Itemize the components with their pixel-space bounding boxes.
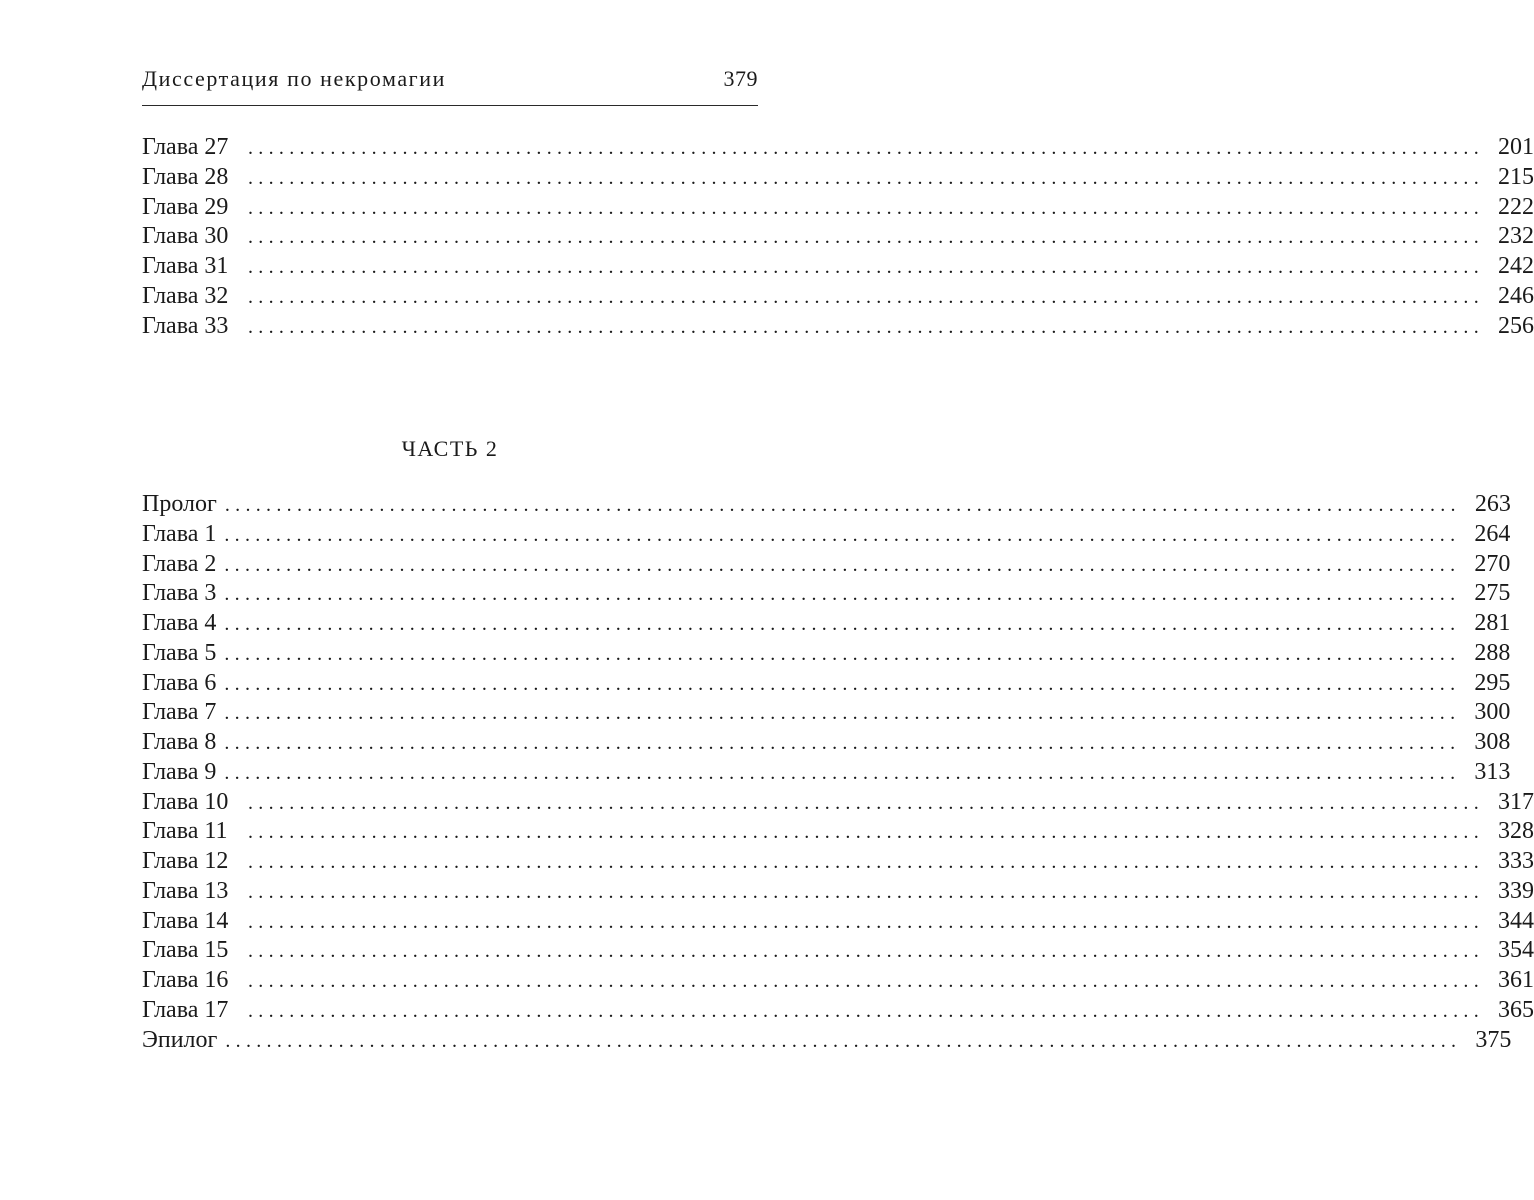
entry-title: Глава 8 — [142, 729, 217, 755]
toc-part-1 — [142, 133, 1534, 341]
dot-leader: ........................................................................................................................ — [224, 761, 1461, 784]
entry-page: 295 — [1474, 669, 1511, 696]
entry-title: Глава 28 — [142, 163, 229, 190]
entry-title: Глава 27 — [142, 134, 229, 160]
toc-entry — [142, 847, 1534, 877]
book-page — [142, 0, 1534, 1200]
toc-entry — [142, 907, 1534, 937]
entry-title: Пролог — [142, 491, 217, 517]
entry-title: Глава 2 — [142, 550, 217, 577]
entry-page: 246 — [1498, 282, 1534, 309]
header-rule — [142, 105, 758, 106]
dot-leader: ........................................................................................................................ — [248, 791, 1484, 814]
dot-leader: ........................................................................................................................ — [224, 553, 1461, 576]
dot-leader: ........................................................................................................................ — [224, 732, 1461, 754]
entry-page: 270 — [1474, 550, 1511, 577]
part-heading: ЧАСТЬ 2 — [401, 436, 499, 461]
toc-entry — [142, 193, 1534, 223]
dot-leader: ........................................................................................................................ — [248, 196, 1484, 219]
entry-page: 375 — [1475, 1026, 1512, 1053]
dot-leader: ........................................................................................................................ — [224, 642, 1461, 665]
dot-leader: ........................................................................................................................ — [248, 940, 1484, 963]
entry-title: Глава 31 — [142, 253, 229, 279]
entry-page: 242 — [1498, 253, 1534, 279]
toc-entry — [142, 996, 1534, 1026]
entry-page: 339 — [1498, 877, 1534, 904]
entry-page: 222 — [1498, 193, 1534, 220]
entry-title: Глава 14 — [142, 907, 229, 934]
toc-entry — [142, 282, 1534, 312]
entry-title: Глава 29 — [142, 193, 229, 220]
entry-title: Глава 11 — [142, 818, 228, 845]
book-title: Диссертация по некромагии — [142, 66, 447, 91]
dot-leader: ........................................................................................................................ — [248, 851, 1484, 873]
entry-page: 365 — [1498, 996, 1534, 1023]
dot-leader: ........................................................................................................................ — [248, 256, 1484, 278]
toc-entry — [142, 312, 1534, 342]
entry-page: 256 — [1498, 312, 1534, 339]
dot-leader: ........................................................................................................................ — [224, 613, 1461, 635]
entry-page: 333 — [1498, 848, 1534, 874]
entry-title: Глава 10 — [142, 788, 229, 815]
entry-title: Глава 5 — [142, 639, 217, 666]
dot-leader: ........................................................................................................................ — [248, 880, 1484, 903]
toc-entry — [142, 520, 1511, 550]
dot-leader: ........................................................................................................................ — [224, 672, 1461, 695]
dot-leader: ........................................................................................................................ — [248, 137, 1484, 159]
dot-leader: ........................................................................................................................ — [248, 999, 1484, 1022]
entry-title: Глава 16 — [142, 967, 229, 993]
entry-page: 344 — [1498, 907, 1534, 934]
entry-title: Глава 3 — [142, 580, 217, 607]
entry-page: 264 — [1474, 520, 1511, 547]
entry-title: Глава 13 — [142, 877, 229, 904]
entry-page: 317 — [1498, 788, 1534, 815]
toc-part-2 — [142, 490, 1534, 1055]
entry-title: Эпилог — [142, 1026, 218, 1053]
dot-leader: ........................................................................................................................ — [248, 285, 1484, 308]
toc-entry — [142, 728, 1511, 758]
dot-leader: ........................................................................................................................ — [224, 583, 1461, 606]
entry-title: Глава 30 — [142, 223, 229, 250]
entry-title: Глава 15 — [142, 937, 229, 964]
entry-page: 361 — [1498, 967, 1534, 993]
entry-title: Глава 12 — [142, 848, 229, 874]
toc-entry — [142, 550, 1511, 580]
entry-title: Глава 6 — [142, 669, 217, 696]
entry-page: 288 — [1474, 639, 1511, 666]
entry-title: Глава 4 — [142, 610, 217, 636]
entry-page: 232 — [1498, 223, 1534, 250]
toc-entry — [142, 936, 1534, 966]
toc-entry — [142, 817, 1534, 847]
toc-entry — [142, 639, 1511, 669]
entry-title: Глава 33 — [142, 312, 229, 339]
toc-entry — [142, 788, 1534, 818]
entry-title: Глава 1 — [142, 520, 217, 547]
entry-page: 308 — [1474, 729, 1511, 755]
entry-title: Глава 17 — [142, 996, 229, 1023]
toc-entry — [142, 222, 1534, 252]
entry-title: Глава 32 — [142, 282, 229, 309]
toc-entry — [142, 669, 1511, 699]
dot-leader: ........................................................................................................................ — [224, 702, 1461, 725]
entry-page: 313 — [1474, 758, 1511, 785]
toc-entry — [142, 1026, 1512, 1056]
entry-title: Глава 7 — [142, 699, 217, 726]
entry-page: 354 — [1498, 937, 1534, 964]
toc-entry — [142, 579, 1511, 609]
dot-leader: ........................................................................................................................ — [248, 910, 1484, 933]
toc-entry — [142, 163, 1534, 193]
toc-entry — [142, 877, 1534, 907]
dot-leader: ........................................................................................................................ — [248, 226, 1484, 249]
toc-entry — [142, 698, 1511, 728]
toc-entry — [142, 252, 1534, 282]
dot-leader: ........................................................................................................................ — [224, 494, 1461, 516]
dot-leader: ........................................................................................................................ — [248, 821, 1484, 844]
dot-leader: ........................................................................................................................ — [224, 523, 1461, 546]
toc-entry — [142, 490, 1511, 520]
entry-page: 201 — [1498, 134, 1534, 160]
entry-page: 328 — [1498, 818, 1534, 845]
entry-page: 300 — [1474, 699, 1511, 726]
dot-leader: ........................................................................................................................ — [248, 970, 1484, 992]
entry-page: 281 — [1474, 610, 1511, 636]
toc-entry — [142, 133, 1534, 163]
running-header — [142, 66, 758, 100]
entry-title: Глава 9 — [142, 758, 217, 785]
dot-leader: ........................................................................................................................ — [225, 1029, 1462, 1052]
dot-leader: ........................................................................................................................ — [248, 166, 1484, 189]
toc-entry — [142, 609, 1511, 639]
entry-page: 275 — [1474, 580, 1511, 607]
dot-leader: ........................................................................................................................ — [248, 315, 1484, 338]
entry-page: 263 — [1474, 491, 1511, 517]
entry-page: 215 — [1498, 163, 1534, 190]
toc-entry — [142, 966, 1534, 996]
toc-entry — [142, 758, 1511, 788]
page-number: 379 — [723, 66, 758, 91]
